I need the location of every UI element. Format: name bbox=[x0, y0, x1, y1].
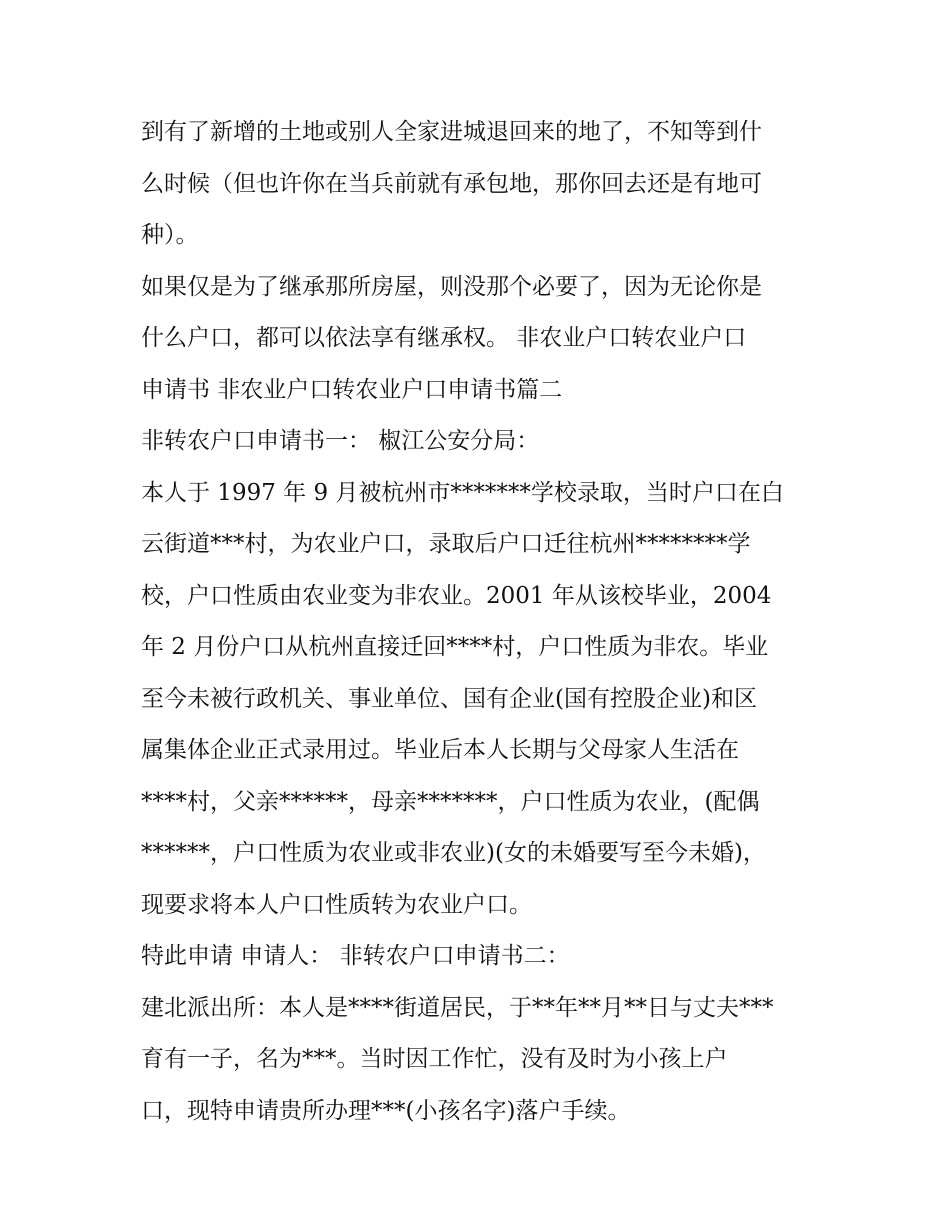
text-line-13: 属集体企业正式录用过。毕业后本人长期与父母家人生活在 bbox=[141, 737, 739, 763]
text-line-15: ******，户口性质为农业或非农业)(女的未婚要写至今未婚)， bbox=[141, 840, 766, 866]
text-line-2: 么时候（但也许你在当兵前就有承包地，那你回去还是有地可 bbox=[141, 170, 762, 197]
text-line-8: 本人于 1997 年 9 月被杭州市*******学校录取，当时户口在白 bbox=[141, 479, 784, 506]
text-line-7: 非转农户口申请书一： 椒江公安分局： bbox=[141, 428, 540, 454]
text-line-19: 育有一子，名为***。当时因工作忙，没有及时为小孩上户 bbox=[141, 1046, 728, 1072]
text-line-14: ****村，父亲******，母亲*******，户口性质为农业，(配偶 bbox=[141, 788, 760, 815]
text-line-3: 种）。 bbox=[141, 222, 199, 248]
text-line-17: 特此申请 申请人： 非转农户口申请书二： bbox=[141, 943, 570, 969]
text-line-12: 至今未被行政机关、事业单位、国有企业(国有控股企业)和区 bbox=[141, 685, 757, 712]
text-line-4: 如果仅是为了继承那所房屋，则没那个必要了，因为无论你是 bbox=[141, 273, 762, 300]
text-line-9: 云街道***村，为农业户口，录取后户口迁往杭州********学 bbox=[141, 531, 751, 557]
text-line-16: 现要求将本人户口性质转为农业户口。 bbox=[141, 891, 532, 918]
text-line-5: 什么户口，都可以依法享有继承权。 非农业户口转农业户口 bbox=[141, 325, 747, 351]
text-line-11: 年 2 月份户口从杭州直接迁回****村，户口性质为非农。毕业 bbox=[141, 634, 769, 660]
text-line-18: 建北派出所：本人是****街道居民，于**年**月**日与丈夫*** bbox=[141, 994, 774, 1021]
text-line-6: 申请书 非农业户口转农业户口申请书篇二 bbox=[141, 376, 563, 403]
text-line-10: 校，户口性质由农业变为非农业。2001 年从该校毕业，2004 bbox=[141, 582, 772, 609]
document-body bbox=[141, 107, 821, 1137]
text-line-20: 口，现特申请贵所办理***(小孩名字)落户手续。 bbox=[141, 1097, 631, 1124]
text-line-1: 到有了新增的土地或别人全家进城退回来的地了，不知等到什 bbox=[141, 119, 762, 145]
